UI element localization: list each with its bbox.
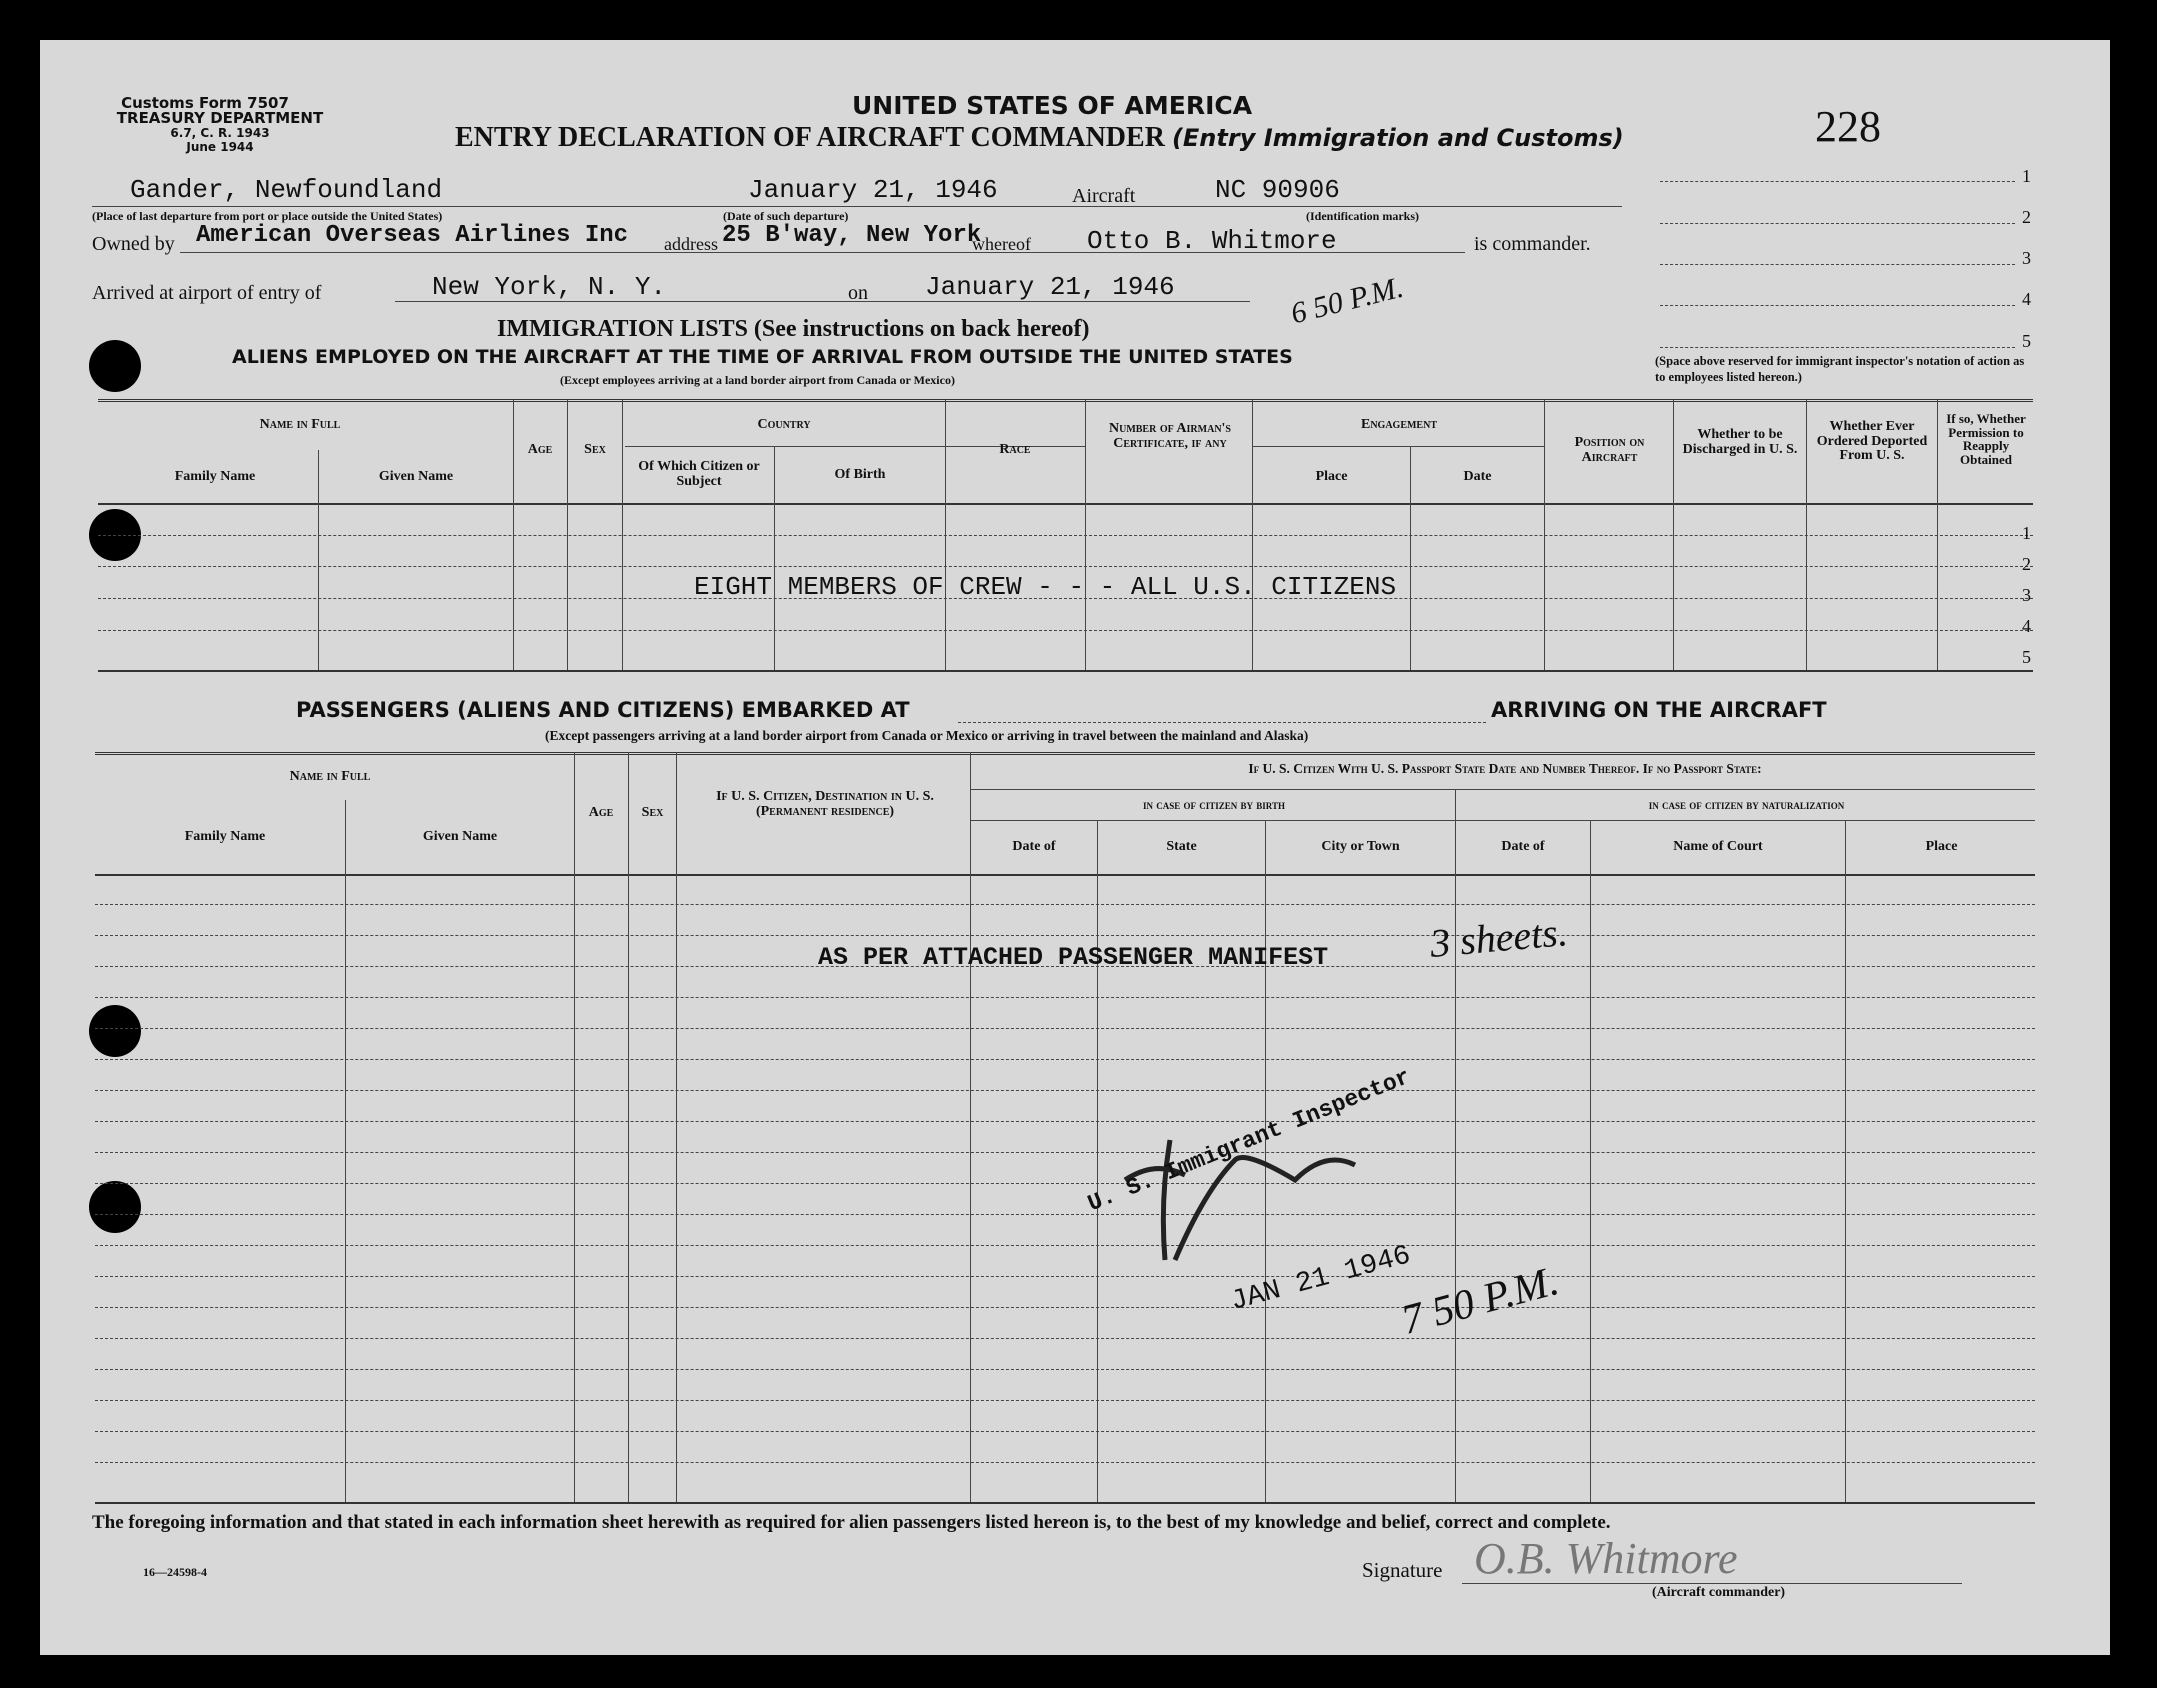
stamp-date: JAN 21 1946 <box>1227 1240 1415 1319</box>
col-date-of-2: Date of <box>1501 839 1545 854</box>
col-country: Country <box>757 417 811 432</box>
aircraft-id-caption: (Identification marks) <box>1306 209 1419 223</box>
arrived-label: Arrived at airport of entry of <box>92 282 322 304</box>
aircraft-label: Aircraft <box>1072 185 1136 207</box>
col-age: Age <box>527 442 553 457</box>
immigration-subtitle: ALIENS EMPLOYED ON THE AIRCRAFT AT THE TIME OF ARRIVAL FROM OUTSIDE THE UNITED STATES <box>232 346 1293 368</box>
col-passport: If U. S. Citizen With U. S. Passport State Date and Number Thereof. If no Passport State: <box>1248 761 1762 776</box>
col-given-name: Given Name <box>422 829 498 844</box>
page-subtitle: (Entry Immigration and Customs) <box>1171 124 1624 152</box>
col-city: City or Town <box>1321 839 1400 854</box>
side-number: 3 <box>2022 248 2031 268</box>
col-date-of: Date of <box>1012 839 1056 854</box>
col-discharged: Whether to be Discharged in U. S. <box>1682 427 1798 457</box>
departure-place: Gander, Newfoundland <box>130 175 443 205</box>
on-label: on <box>848 282 868 304</box>
departure-date: January 21, 1946 <box>748 175 998 205</box>
address: 25 B'way, New York <box>722 222 982 249</box>
punch-hole <box>89 1005 141 1057</box>
side-number: 5 <box>2022 331 2031 351</box>
col-birth-group: in case of citizen by birth <box>1143 797 1285 812</box>
signature-line <box>1462 1583 1962 1584</box>
rule <box>395 301 1250 302</box>
col-name-in-full: Name in Full <box>259 417 341 432</box>
form-department: TREASURY DEPARTMENT <box>116 109 324 127</box>
commander-suffix: is commander. <box>1474 233 1591 255</box>
col-date: Date <box>1463 469 1492 484</box>
col-naturalization-group: in case of citizen by naturalization <box>1648 797 1845 812</box>
col-family-name: Family Name <box>174 469 256 484</box>
punch-hole <box>89 1181 141 1233</box>
row-number: 2 <box>2022 554 2031 574</box>
signature-label: Signature <box>1362 1558 1443 1582</box>
arrival-airport: New York, N. Y. <box>432 272 667 302</box>
col-place: Place <box>1925 839 1958 854</box>
page-title <box>455 124 1624 152</box>
stamp-title: U. S. Immigrant Inspector <box>1084 1063 1414 1218</box>
owner: American Overseas Airlines Inc <box>196 222 629 249</box>
row-number: 3 <box>2022 585 2031 605</box>
commander-signature: O.B. Whitmore <box>1474 1534 1738 1583</box>
col-birth: Of Birth <box>834 467 886 482</box>
passenger-entry: AS PER ATTACHED PASSENGER MANIFEST <box>818 943 1329 972</box>
col-given-name: Given Name <box>378 469 454 484</box>
handwritten-time: 6 50 P.M. <box>1287 270 1407 331</box>
side-number: 2 <box>2022 207 2031 227</box>
col-age: Age <box>588 805 614 820</box>
col-engagement: Engagement <box>1360 417 1437 432</box>
col-place: Place <box>1315 469 1348 484</box>
arrival-date: January 21, 1946 <box>925 272 1175 302</box>
stamp-time: 7 50 P.M. <box>1396 1258 1564 1344</box>
passengers-title-right: ARRIVING ON THE AIRCRAFT <box>1491 698 1827 722</box>
crew-entry: EIGHT MEMBERS OF CREW - - - ALL U.S. CITIZENS <box>694 572 1397 602</box>
rule <box>92 206 1622 207</box>
col-state: State <box>1166 839 1197 854</box>
col-court: Name of Court <box>1673 839 1763 854</box>
departure-place-caption: (Place of last departure from port or place outside the United States) <box>92 209 443 223</box>
commander: Otto B. Whitmore <box>1087 226 1337 256</box>
departure-date-caption: (Date of such departure) <box>723 209 849 223</box>
country-title: UNITED STATES OF AMERICA <box>852 91 1253 120</box>
form-date: June 1944 <box>186 140 254 154</box>
handwritten-sheets: 3 sheets. <box>1428 909 1570 966</box>
col-sex: Sex <box>641 805 664 820</box>
col-race: Race <box>999 442 1031 457</box>
col-position: Position on Aircraft <box>1574 435 1645 465</box>
form-number: Customs Form 7507 <box>121 94 289 112</box>
form-regulation: 6.7, C. R. 1943 <box>170 126 270 140</box>
side-note: (Space above reserved for immigrant inspector's notation of action as to employees listed hereon.) <box>1655 354 2025 384</box>
passengers-note: (Except passengers arriving at a land border airport from Canada or Mexico or arriving in travel between the mainland and Alaska) <box>545 728 1309 743</box>
col-name-in-full: Name in Full <box>289 769 371 784</box>
col-airman-cert: Number of Airman's Certificate, if any <box>1108 421 1231 451</box>
immigration-title: IMMIGRATION LISTS (See instructions on back hereof) <box>497 316 1090 342</box>
col-citizen-of: Of Which Citizen or Subject <box>638 459 760 489</box>
owned-by-label: Owned by <box>92 233 175 255</box>
punch-hole <box>89 340 141 392</box>
print-code: 16—24598-4 <box>143 1565 207 1579</box>
rule <box>958 722 1486 723</box>
immigration-note: (Except employees arriving at a land border airport from Canada or Mexico) <box>560 373 955 387</box>
col-family-name: Family Name <box>184 829 266 844</box>
page-number: 228 <box>1815 102 1881 151</box>
certification-text: The foregoing information and that stated in each information sheet herewith as required for alien passengers listed hereon is, to the best of my knowledge and belief, correct and complete. <box>92 1512 1611 1533</box>
row-number: 5 <box>2022 647 2031 667</box>
col-deported: Whether Ever Ordered Deported From U. S. <box>1816 419 1928 464</box>
row-number: 1 <box>2022 523 2031 543</box>
col-destination: If U. S. Citizen, Destination in U. S. (Permanent residence) <box>716 789 934 819</box>
whereof-label: whereof <box>972 234 1031 254</box>
aircraft-id: NC 90906 <box>1215 175 1340 205</box>
col-permission: If so, Whether Permission to Reapply Obtained <box>1946 411 2026 467</box>
col-sex: Sex <box>584 442 606 457</box>
side-number: 1 <box>2022 166 2031 186</box>
rule <box>180 252 1465 253</box>
side-number: 4 <box>2022 289 2031 309</box>
signature-caption: (Aircraft commander) <box>1652 1585 1786 1600</box>
row-number: 4 <box>2022 616 2031 636</box>
passengers-title: PASSENGERS (ALIENS AND CITIZENS) EMBARKED AT <box>296 698 910 722</box>
page-title-main: ENTRY DECLARATION OF AIRCRAFT COMMANDER <box>455 122 1165 153</box>
address-label: address <box>664 234 718 254</box>
